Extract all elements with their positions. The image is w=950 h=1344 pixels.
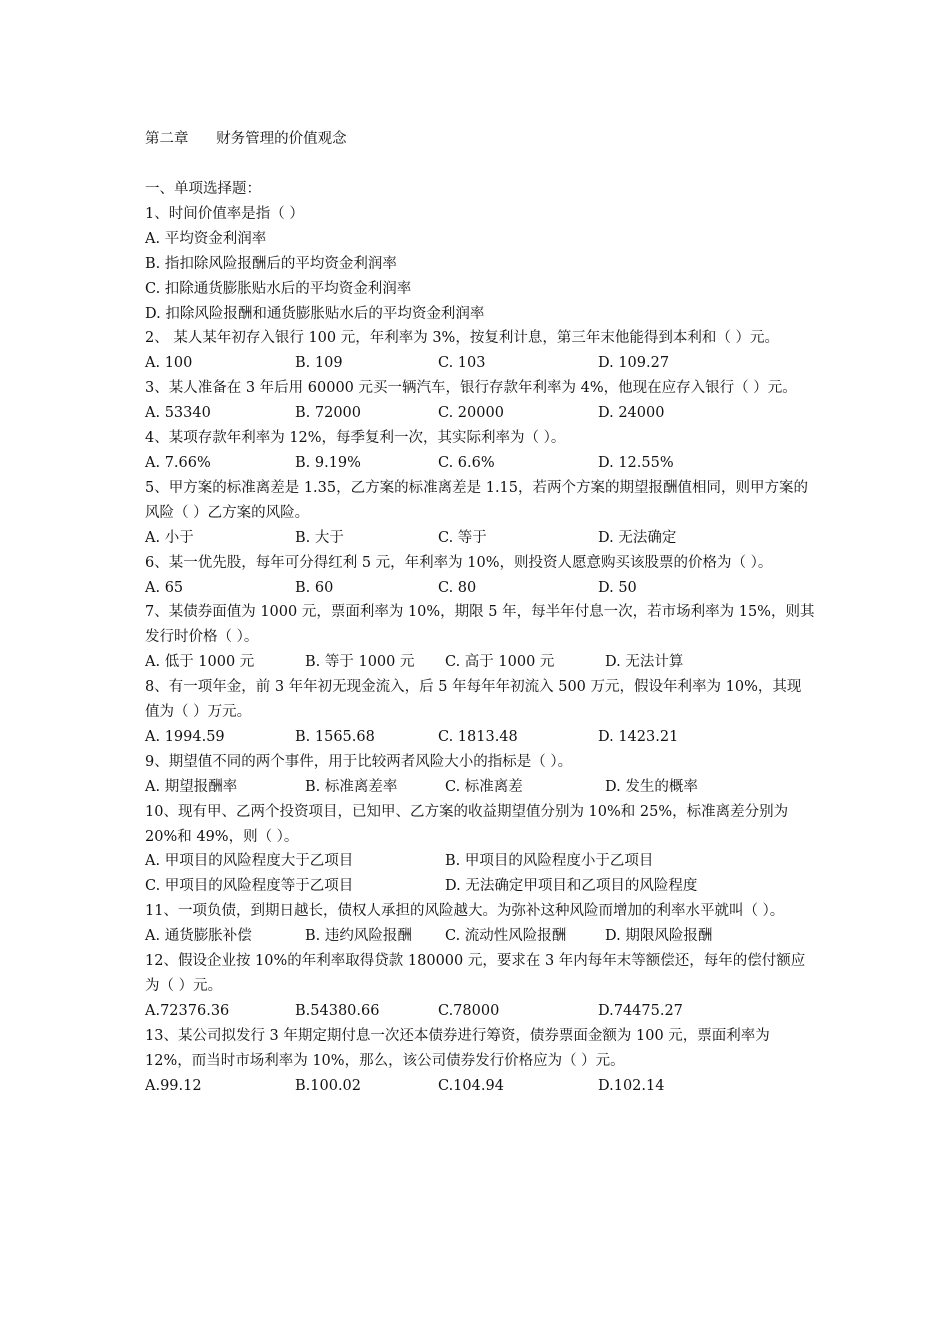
section-heading: 一、单项选择题： (145, 181, 261, 197)
question-stem: 2、 某人某年初存入银行 100 元，年利率为 3%，按复利计息，第三年末他能得到本利和（ ）元。 (145, 330, 779, 347)
option: B. 标准离差率 (305, 778, 398, 795)
question-stem: 9、期望值不同的两个事件，用于比较两者风险大小的指标是（ ）。 (145, 753, 573, 770)
options-row (145, 999, 815, 1024)
option: D.102.14 (598, 1077, 665, 1094)
question-item (145, 202, 815, 327)
question-item (145, 426, 815, 476)
option: A. 100 (145, 355, 193, 372)
option: B. 72000 (295, 405, 362, 422)
question-item (145, 1024, 815, 1099)
option: D. 发生的概率 (605, 778, 698, 795)
option: D. 109.27 (598, 355, 670, 372)
question-item (145, 551, 815, 601)
question-stem: 12、假设企业按 10%的年利率取得贷款 180000 元，要求在 3 年内每年末等额偿还，每年的偿付额应为（ ）元。 (145, 953, 806, 994)
question-item (145, 675, 815, 750)
option: B. 60 (295, 579, 334, 596)
question-stem: 3、某人准备在 3 年后用 60000 元买一辆汽车，银行存款年利率为 4%，他现在应存入银行（ ）元。 (145, 380, 797, 397)
option: A. 低于 1000 元 (145, 654, 255, 671)
option: C. 20000 (438, 405, 504, 422)
option: A. 53340 (145, 405, 211, 422)
option-line: C. 扣除通货膨胀贴水后的平均资金利润率 (145, 280, 412, 297)
option: B. 等于 1000 元 (305, 654, 415, 671)
option: C. 等于 (438, 529, 487, 546)
option: A.72376.36 (145, 1002, 230, 1019)
question-stem: 4、某项存款年利率为 12%，每季复利一次，其实际利率为（ ）。 (145, 430, 566, 447)
question-item (145, 949, 815, 1024)
options-row (145, 874, 815, 899)
options-row (145, 576, 815, 601)
option-line: A. 平均资金利润率 (145, 230, 267, 247)
option: C. 甲项目的风险程度等于乙项目 (145, 878, 354, 895)
question-stem: 13、某公司拟发行 3 年期定期付息一次还本债券进行筹资，债券票面金额为 100 元，票面利率为 12%，而当时市场利率为 10%，那么，该公司债券发行价格应为（ ）元。 (145, 1027, 770, 1069)
question-stem: 5、甲方案的标准离差是 1.35，乙方案的标准离差是 1.15，若两个方案的期望报酬值相同，则甲方案的风险（ ）乙方案的风险。 (145, 479, 809, 521)
question-stem: 1、时间价值率是指（ ） (145, 205, 304, 222)
document-content (145, 127, 815, 1099)
option: C. 高于 1000 元 (445, 654, 555, 671)
option: D. 50 (598, 579, 637, 596)
options-row (145, 725, 815, 750)
question-stem: 11、一项负债，到期日越长，债权人承担的风险越大。为弥补这种风险而增加的利率水平就叫（ ）。 (145, 903, 785, 920)
question-item (145, 600, 815, 675)
option: B.100.02 (295, 1077, 362, 1094)
question-list (145, 202, 815, 1099)
option: A. 甲项目的风险程度大于乙项目 (145, 853, 354, 870)
options-row (145, 924, 815, 949)
option: A. 65 (145, 579, 184, 596)
option: C.104.94 (438, 1077, 504, 1094)
option-line: D. 扣除风险报酬和通货膨胀贴水后的平均资金利润率 (145, 305, 485, 322)
option: C. 103 (438, 355, 486, 372)
option: C. 标准离差 (445, 778, 523, 795)
option: C.78000 (438, 1002, 500, 1019)
option: D. 24000 (598, 405, 665, 422)
option: C. 80 (438, 579, 477, 596)
option: D. 无法确定甲项目和乙项目的风险程度 (445, 878, 698, 895)
options-row (145, 526, 815, 551)
option: A. 小于 (145, 529, 194, 546)
question-item (145, 326, 815, 376)
question-item (145, 376, 815, 426)
question-stem: 7、某债券面值为 1000 元，票面利率为 10%，期限 5 年，每半年付息一次，若市场利率为 15%，则其发行时价格（ ）。 (145, 604, 815, 646)
option: A. 7.66% (145, 454, 211, 471)
option-line: B. 指扣除风险报酬后的平均资金利润率 (145, 255, 397, 272)
option: D. 1423.21 (598, 728, 679, 745)
option: B. 大于 (295, 529, 344, 546)
option: D. 无法计算 (605, 654, 684, 671)
option: C. 1813.48 (438, 728, 518, 745)
chapter-title: 第二章 财务管理的价值观念 (145, 131, 347, 147)
option: D. 12.55% (598, 454, 674, 471)
option: C. 6.6% (438, 454, 495, 471)
option: A. 通货膨胀补偿 (145, 928, 252, 945)
options-row (145, 775, 815, 800)
option: B.54380.66 (295, 1002, 380, 1019)
option: B. 1565.68 (295, 728, 375, 745)
question-item (145, 750, 815, 800)
options-row (145, 849, 815, 874)
options-row (145, 650, 815, 675)
option: A.99.12 (145, 1077, 202, 1094)
option: B. 109 (295, 355, 343, 372)
question-stem: 8、有一项年金，前 3 年年初无现金流入，后 5 年每年年初流入 500 万元，假设年利率为 10%，其现值为（ ）万元。 (145, 679, 802, 721)
question-item (145, 800, 815, 900)
option: A. 1994.59 (145, 728, 225, 745)
question-stem: 10、现有甲、乙两个投资项目，已知甲、乙方案的收益期望值分别为 10%和 25%，标准离差分别为 20%和 49%，则（ ）。 (145, 803, 789, 845)
question-item (145, 899, 815, 949)
question-item (145, 476, 815, 551)
option: C. 流动性风险报酬 (445, 928, 567, 945)
question-stem: 6、某一优先股，每年可分得红利 5 元，年利率为 10%，则投资人愿意购买该股票的价格为（ ）。 (145, 554, 773, 571)
options-row (145, 1074, 815, 1099)
options-row (145, 451, 815, 476)
option: B. 违约风险报酬 (305, 928, 412, 945)
option: D. 期限风险报酬 (605, 928, 713, 945)
option: B. 9.19% (295, 454, 361, 471)
option: B. 甲项目的风险程度小于乙项目 (445, 853, 654, 870)
option: D.74475.27 (598, 1002, 683, 1019)
options-row (145, 351, 815, 376)
options-row (145, 401, 815, 426)
option: A. 期望报酬率 (145, 778, 238, 795)
option: D. 无法确定 (598, 529, 677, 546)
